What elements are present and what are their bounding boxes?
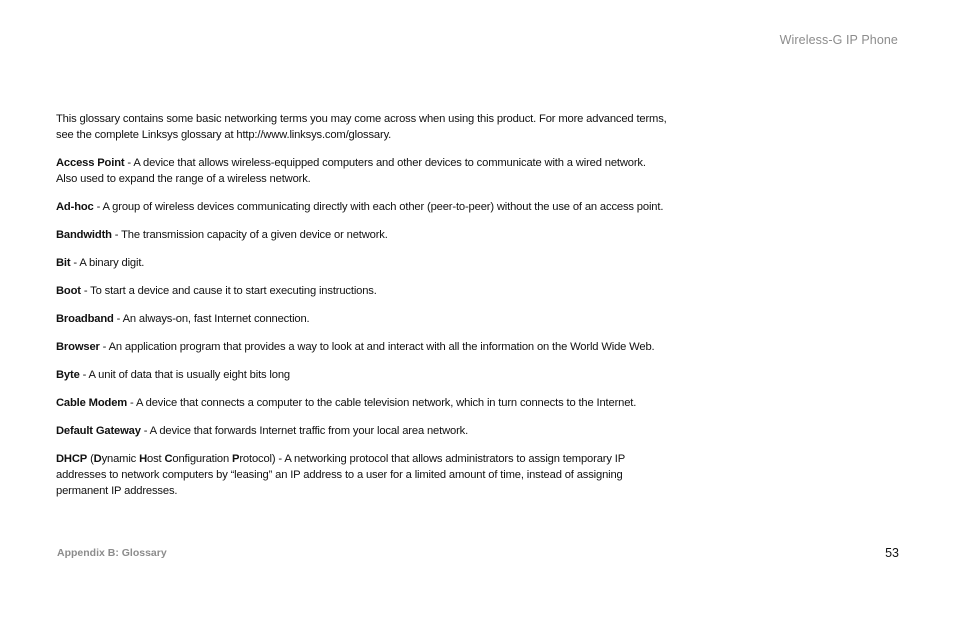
glossary-definition: - An application program that provides a way to look at and interact with all the information on the World Wide Web. bbox=[99, 341, 655, 353]
glossary-entry-default-gateway bbox=[56, 423, 668, 439]
glossary-term: Access Point bbox=[56, 157, 125, 169]
glossary-definition: - A group of wireless devices communicating directly with each other (peer-to-peer) without the use of an access point. bbox=[93, 201, 664, 213]
dhcp-letter-d: D bbox=[93, 453, 102, 465]
dhcp-word-dynamic: ynamic bbox=[101, 453, 140, 465]
glossary-entry-dhcp bbox=[56, 451, 668, 499]
glossary-entry-cable-modem bbox=[56, 395, 668, 411]
glossary-entry-byte bbox=[56, 367, 668, 383]
dhcp-word-host: ost bbox=[147, 453, 165, 465]
footer-section-label: Appendix B: Glossary bbox=[57, 547, 167, 559]
glossary-term: Boot bbox=[56, 285, 81, 297]
glossary-definition: - A networking protocol that allows administrators to assign temporary IP addresses to network computers by “leasing” an IP address to a user for a limited amount of time, instead of assigning permanent IP addresses. bbox=[56, 453, 625, 497]
glossary-entry-boot bbox=[56, 283, 668, 299]
dhcp-letter-c: C bbox=[164, 453, 173, 465]
glossary-entry-access-point bbox=[56, 155, 668, 187]
glossary-definition: - A device that connects a computer to the cable television network, which in turn connects to the Internet. bbox=[127, 397, 637, 409]
glossary-term: Bit bbox=[56, 257, 71, 269]
dhcp-word-protocol: rotocol) bbox=[239, 453, 276, 465]
glossary-content bbox=[56, 111, 668, 511]
glossary-definition: - A device that forwards Internet traffic from your local area network. bbox=[140, 425, 469, 437]
glossary-term: Bandwidth bbox=[56, 229, 112, 241]
glossary-term: DHCP bbox=[56, 453, 88, 465]
glossary-entry-ad-hoc bbox=[56, 199, 668, 215]
glossary-definition: - A device that allows wireless-equipped computers and other devices to communicate with a wired network. Also used to expand the range of a wireless network. bbox=[56, 157, 646, 185]
dhcp-letter-h: H bbox=[139, 453, 148, 465]
document-title: Wireless-G IP Phone bbox=[779, 33, 898, 47]
glossary-entry-bandwidth bbox=[56, 227, 668, 243]
glossary-term: Browser bbox=[56, 341, 100, 353]
glossary-entry-broadband bbox=[56, 311, 668, 327]
glossary-entry-bit bbox=[56, 255, 668, 271]
dhcp-open-paren: ( bbox=[87, 453, 94, 465]
page-number: 53 bbox=[885, 546, 899, 560]
glossary-definition: - An always-on, fast Internet connection. bbox=[113, 313, 310, 325]
glossary-term: Default Gateway bbox=[56, 425, 141, 437]
glossary-term: Broadband bbox=[56, 313, 114, 325]
dhcp-letter-p: P bbox=[232, 453, 240, 465]
dhcp-word-configuration: onfiguration bbox=[172, 453, 233, 465]
glossary-term: Ad-hoc bbox=[56, 201, 94, 213]
glossary-definition: - A unit of data that is usually eight bits long bbox=[79, 369, 290, 381]
glossary-definition: - The transmission capacity of a given device or network. bbox=[111, 229, 388, 241]
glossary-definition: - To start a device and cause it to start executing instructions. bbox=[80, 285, 377, 297]
intro-paragraph: This glossary contains some basic networking terms you may come across when using this product. For more advanced terms, see the complete Linksys glossary at http://www.linksys.com/glossary. bbox=[56, 113, 667, 141]
glossary-entry-browser bbox=[56, 339, 668, 355]
glossary-term: Byte bbox=[56, 369, 80, 381]
glossary-term: Cable Modem bbox=[56, 397, 128, 409]
glossary-definition: - A binary digit. bbox=[70, 257, 145, 269]
